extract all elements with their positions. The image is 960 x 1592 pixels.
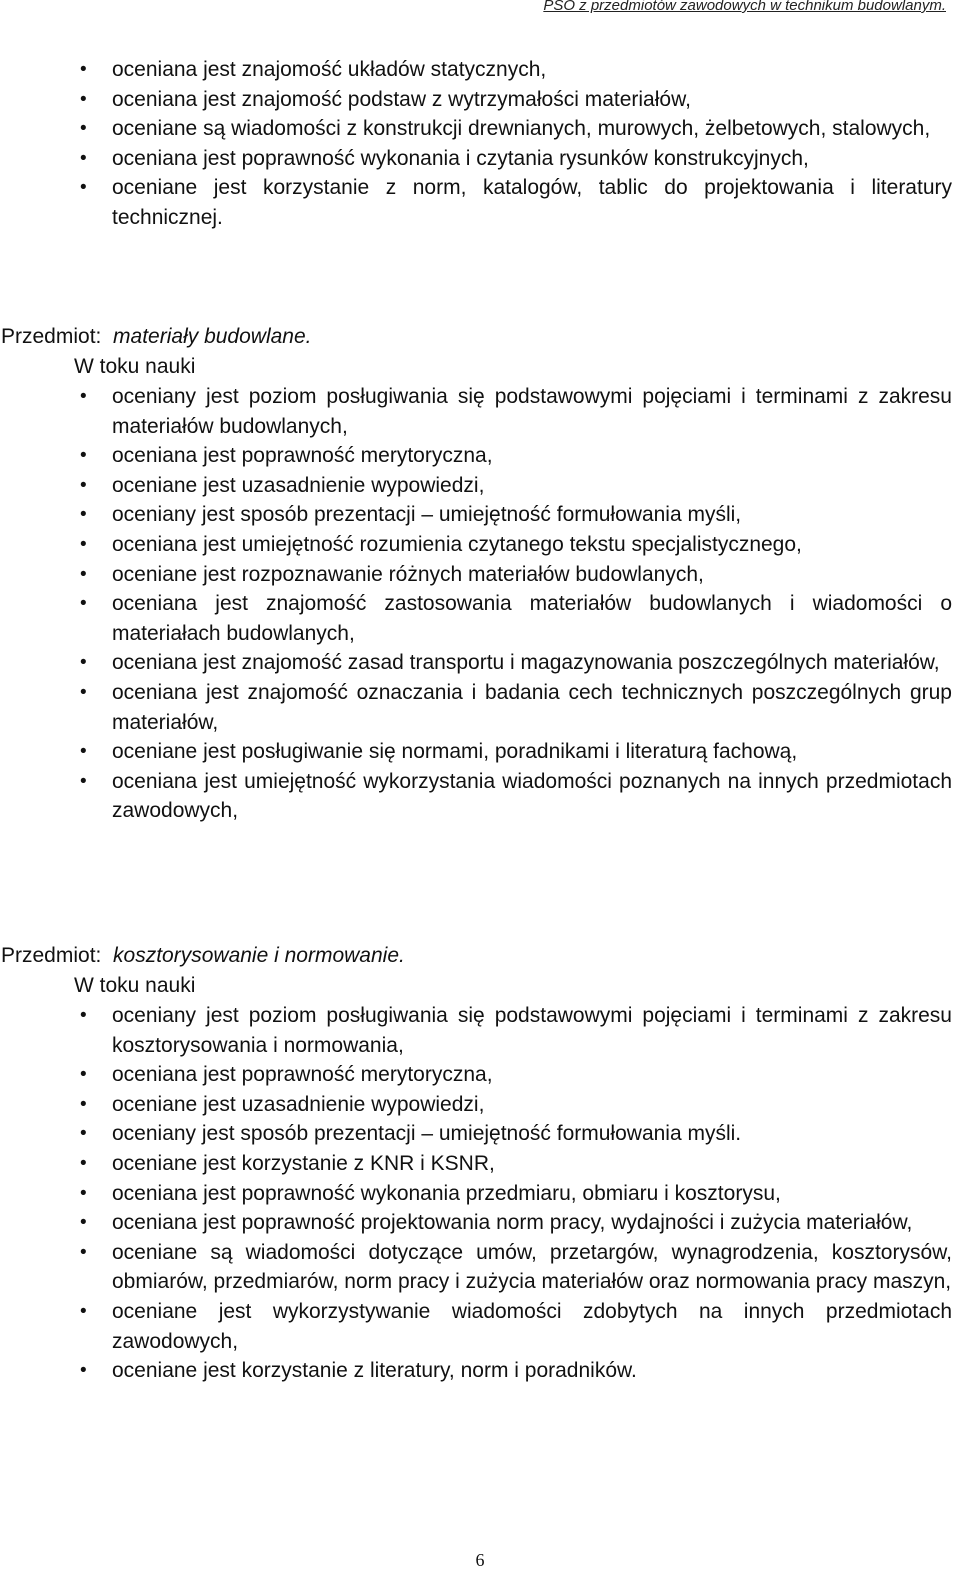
subject-label: Przedmiot: bbox=[1, 944, 102, 967]
list-item: • oceniana jest poprawność merytoryczna, bbox=[0, 441, 960, 471]
intro-text: W toku nauki bbox=[74, 355, 196, 378]
subject-label: Przedmiot: bbox=[1, 325, 102, 348]
list-item: • oceniana jest znajomość podstaw z wytrzymałości materiałów, bbox=[0, 85, 960, 115]
bullet-list bbox=[0, 55, 960, 233]
list-item: • oceniane jest uzasadnienie wypowiedzi, bbox=[0, 471, 960, 501]
list-item: • oceniany jest sposób prezentacji – umiejętność formułowania myśli, bbox=[0, 500, 960, 530]
list-item: • oceniany jest poziom posługiwania się podstawowymi pojęciami i terminami z zakresu materiałów budowlanych, bbox=[0, 382, 960, 441]
section-top-list bbox=[0, 55, 960, 233]
list-item: • oceniana jest poprawność projektowania norm pracy, wydajności i zużycia materiałów, bbox=[0, 1208, 960, 1238]
subject-heading bbox=[0, 941, 960, 971]
list-item: • oceniana jest znajomość zasad transportu i magazynowania poszczególnych materiałów, bbox=[0, 648, 960, 678]
section-materials bbox=[0, 322, 960, 826]
bullet-list bbox=[0, 382, 960, 826]
page-number: 6 bbox=[475, 1550, 485, 1570]
list-item: • oceniane są wiadomości z konstrukcji drewnianych, murowych, żelbetowych, stalowych, bbox=[0, 114, 960, 144]
bullet-list bbox=[0, 1001, 960, 1386]
running-header: PSO z przedmiotów zawodowych w technikum budowlanym. bbox=[543, 0, 946, 14]
list-item: • oceniany jest sposób prezentacji – umiejętność formułowania myśli. bbox=[0, 1119, 960, 1149]
list-item: • oceniane jest uzasadnienie wypowiedzi, bbox=[0, 1090, 960, 1120]
list-item: • oceniana jest poprawność merytoryczna, bbox=[0, 1060, 960, 1090]
list-item: • oceniana jest umiejętność wykorzystania wiadomości poznanych na innych przedmiotach zawodowych, bbox=[0, 767, 960, 826]
list-item: • oceniane jest korzystanie z literatury, norm i poradników. bbox=[0, 1356, 960, 1386]
list-item: • oceniane jest korzystanie z KNR i KSNR, bbox=[0, 1149, 960, 1179]
list-item: • oceniane jest korzystanie z norm, katalogów, tablic do projektowania i literatury technicznej. bbox=[0, 173, 960, 232]
subject-heading bbox=[0, 322, 960, 352]
list-item: • oceniane są wiadomości dotyczące umów, przetargów, wynagrodzenia, kosztorysów, obmiarów, przedmiarów, norm pracy i zużycia materiałów oraz normowania pracy maszyn, bbox=[0, 1238, 960, 1297]
list-item: • oceniane jest rozpoznawanie różnych materiałów budowlanych, bbox=[0, 560, 960, 590]
list-item: • oceniana jest znajomość oznaczania i badania cech technicznych poszczególnych grup materiałów, bbox=[0, 678, 960, 737]
list-item: • oceniany jest poziom posługiwania się podstawowymi pojęciami i terminami z zakresu kosztorysowania i normowania, bbox=[0, 1001, 960, 1060]
section-cost bbox=[0, 941, 960, 1386]
subject-title: kosztorysowanie i normowanie. bbox=[113, 944, 405, 967]
list-item: • oceniana jest umiejętność rozumienia czytanego tekstu specjalistycznego, bbox=[0, 530, 960, 560]
list-item: • oceniana jest znajomość zastosowania materiałów budowlanych i wiadomości o materiałach budowlanych, bbox=[0, 589, 960, 648]
list-item: • oceniane jest posługiwanie się normami, poradnikami i literaturą fachową, bbox=[0, 737, 960, 767]
list-item: • oceniane jest wykorzystywanie wiadomości zdobytych na innych przedmiotach zawodowych, bbox=[0, 1297, 960, 1356]
list-item: • oceniana jest znajomość układów statycznych, bbox=[0, 55, 960, 85]
subject-title: materiały budowlane. bbox=[113, 325, 312, 348]
list-item: • oceniana jest poprawność wykonania i czytania rysunków konstrukcyjnych, bbox=[0, 144, 960, 174]
list-item: • oceniana jest poprawność wykonania przedmiaru, obmiaru i kosztorysu, bbox=[0, 1179, 960, 1209]
intro-text: W toku nauki bbox=[74, 974, 196, 997]
